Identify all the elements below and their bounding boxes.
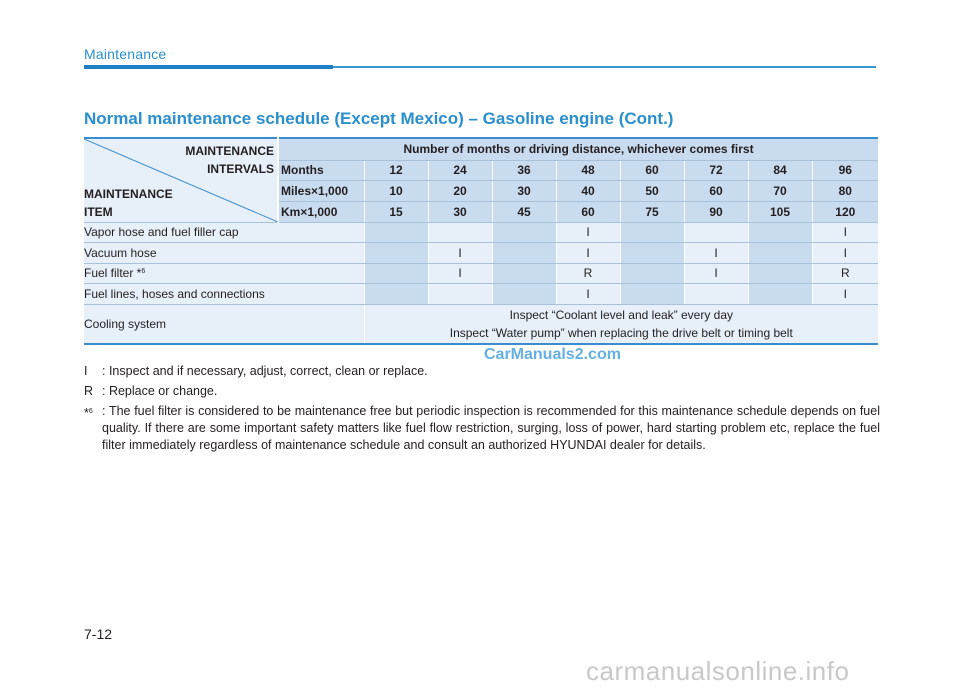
header-rule — [333, 66, 876, 68]
watermark-logo: CarManuals2.com — [484, 346, 621, 363]
legend-notes — [84, 363, 880, 457]
note-inspect: I : Inspect and if necessary, adjust, correct, clean or replace. — [84, 364, 428, 378]
page-number: 7-12 — [84, 626, 113, 642]
interval-row-months: Months 12 24 36 48 60 72 84 96 — [84, 160, 878, 180]
table-row: Fuel lines, hoses and connections I I — [84, 283, 878, 304]
item-name: Cooling system — [84, 304, 364, 344]
table-row: Fuel filter *$^6$ I R I R — [84, 263, 878, 283]
item-name: Fuel lines, hoses and connections — [84, 283, 364, 304]
item-label: MAINTENANCE ITEM — [84, 187, 173, 219]
section-label: Maintenance — [84, 46, 167, 62]
table-row: Vapor hose and fuel filler cap I I — [84, 222, 878, 242]
page-title: Normal maintenance schedule (Except Mexico) – Gasoline engine (Cont.) — [84, 109, 674, 128]
maintenance-schedule-table — [84, 137, 878, 345]
footer-watermark: carmanualsonline.info — [586, 656, 850, 686]
table-row-cooling — [84, 304, 878, 344]
cooling-instructions: Inspect “Coolant level and leak” every day Inspect “Water pump” when replacing the drive belt or timing belt — [364, 304, 878, 344]
item-name: Vapor hose and fuel filler cap — [84, 222, 364, 242]
interval-header-title: Number of months or driving distance, whichever comes first — [278, 138, 878, 160]
item-name: Vacuum hose — [84, 242, 364, 263]
table-row: Vacuum hose I I I I — [84, 242, 878, 263]
note-replace: R : Replace or change. — [84, 384, 218, 398]
intervals-label: MAINTENANCE INTERVALS — [185, 144, 274, 176]
note-fuel-filter: *$^6$ : The fuel filter is considered to be maintenance free but periodic inspection is recommended for this maintenance schedule depends on fuel quality. If there are some important safety matters like fuel flow restriction, surging, loss of power, hard starting problem etc, replace the fuel filter immediately regardless of maintenance schedule and consult an authorized HYUNDAI dealer for details. — [84, 404, 880, 452]
interval-row-km: Km×1,000 15 30 45 60 75 90 105 120 — [84, 201, 878, 222]
item-name: Fuel filter *$^6$ — [84, 263, 364, 283]
interval-row-miles: Miles×1,000 10 20 30 40 50 60 70 80 — [84, 180, 878, 201]
header-rule-accent — [84, 65, 333, 69]
table-corner-header — [84, 138, 278, 222]
